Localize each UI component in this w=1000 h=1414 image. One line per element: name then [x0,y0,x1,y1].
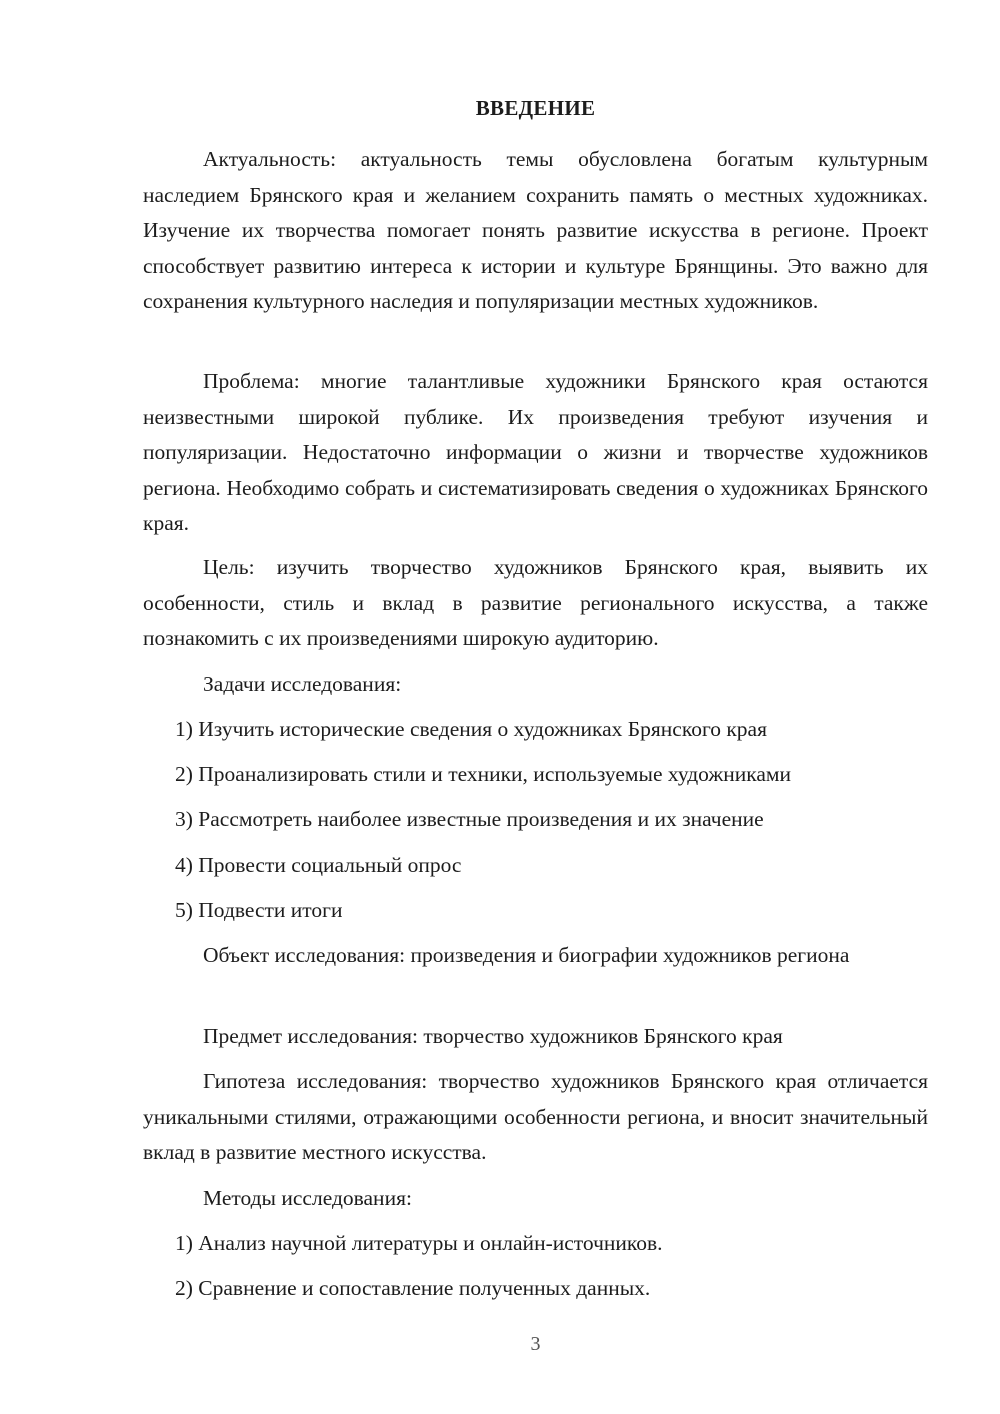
relevance-paragraph: Актуальность: актуальность темы обусловлена богатым культурным наследием Брянского края и желанием сохранить память о местных художниках. Изучение их творчества помогает понять развитие искусства в регионе. Проект способствует развитию интереса к истории и культуре Брянщины. Это важно для сохранения культурного наследия и популяризации местных художников. [143,147,928,313]
hypothesis-paragraph: Гипотеза исследования: творчество художников Брянского края отличается уникальными стилями, отражающими особенности региона, и вносит значительный вклад в развитие местного искусства. [143,1069,928,1164]
task-item-5: 5) Подвести итоги [175,898,343,922]
tasks-heading: Задачи исследования: [203,672,402,696]
task-item-3: 3) Рассмотреть наиболее известные произведения и их значение [175,807,764,831]
task-item-4: 4) Провести социальный опрос [175,853,462,877]
method-item-2: 2) Сравнение и сопоставление полученных данных. [175,1276,651,1300]
problem-paragraph: Проблема: многие талантливые художники Брянского края остаются неизвестными широкой публике. Их произведения требуют изучения и популяризации. Недостаточно информации о жизни и творчестве художников региона. Необходимо собрать и систематизировать сведения о художниках Брянского края. [143,369,928,535]
object-paragraph: Объект исследования: произведения и биографии художников региона [203,943,850,967]
document-page [143,0,928,1414]
document-title: ВВЕДЕНИЕ [475,96,596,120]
methods-heading: Методы исследования: [203,1186,412,1210]
task-item-2: 2) Проанализировать стили и техники, используемые художниками [175,762,792,786]
method-item-1: 1) Анализ научной литературы и онлайн-источников. [175,1231,663,1255]
subject-paragraph: Предмет исследования: творчество художников Брянского края [203,1024,783,1048]
page-number: 3 [530,1333,541,1355]
task-item-1: 1) Изучить исторические сведения о художниках Брянского края [175,717,767,741]
goal-paragraph: Цель: изучить творчество художников Брянского края, выявить их особенности, стиль и вклад в развитие регионального искусства, а также познакомить с их произведениями широкую аудиторию. [143,555,928,650]
